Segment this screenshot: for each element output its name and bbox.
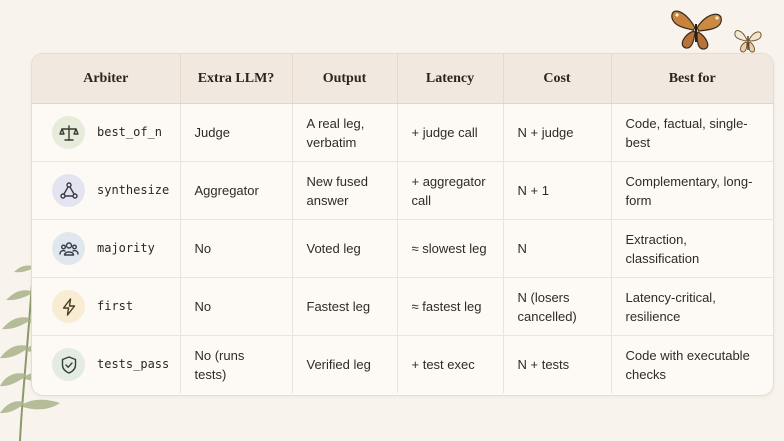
latency-cell: + judge call [397,104,503,162]
cost-cell: N [503,220,611,278]
table-row [32,336,773,394]
header-best-for: Best for [611,54,773,104]
best-for-cell: Complementary, long-form [611,162,773,220]
output-cell: A real leg, verbatim [292,104,397,162]
header-cost: Cost [503,54,611,104]
cost-cell: N (losers cancelled) [503,278,611,336]
arbiter-name: best_of_n [97,125,163,139]
latency-cell: ≈ slowest leg [397,220,503,278]
header-latency: Latency [397,54,503,104]
table-row [32,278,773,336]
table-header-row [32,54,773,104]
people-icon [52,232,85,265]
output-cell: New fused answer [292,162,397,220]
latency-cell: ≈ fastest leg [397,278,503,336]
arbiter-name: first [97,299,134,313]
scale-icon [52,116,85,149]
extra-llm-cell: Aggregator [180,162,292,220]
best-for-cell: Extraction, classification [611,220,773,278]
extra-llm-cell: No [180,278,292,336]
cost-cell: N + judge [503,104,611,162]
butterfly-decoration [668,6,726,54]
arbiter-cell [32,278,180,336]
arbiter-name: synthesize [97,183,170,197]
arbiter-name: tests_pass [97,357,170,371]
lightning-icon [52,290,85,323]
best-for-cell: Code with executable checks [625,347,750,382]
extra-llm-cell: Judge [180,104,292,162]
network-icon [52,174,85,207]
arbiter-table [32,54,773,393]
output-cell: Fastest leg [292,278,397,336]
header-extra-llm: Extra LLM? [180,54,292,104]
output-cell: Verified leg [292,336,397,394]
arbiter-comparison-card [31,53,774,396]
arbiter-cell [32,220,180,278]
best-for-cell: Latency-critical, resilience [611,278,773,336]
cost-cell: N + 1 [503,162,611,220]
extra-llm-cell: No (runs tests) [180,336,292,394]
butterfly-decoration-small [732,26,764,56]
shield-check-icon [52,348,85,381]
arbiter-cell [32,162,180,220]
table-row [32,104,773,162]
arbiter-cell [32,336,180,394]
output-cell: Voted leg [292,220,397,278]
latency-cell: + test exec [397,336,503,394]
latency-cell: + aggregator call [397,162,503,220]
arbiter-name: majority [97,241,155,255]
best-for-cell: Code, factual, single-best [611,104,773,162]
table-row [32,162,773,220]
extra-llm-cell: No [180,220,292,278]
cost-cell: N + tests [503,336,611,394]
arbiter-cell [32,104,180,162]
table-row [32,220,773,278]
header-arbiter: Arbiter [32,54,180,104]
header-output: Output [292,54,397,104]
